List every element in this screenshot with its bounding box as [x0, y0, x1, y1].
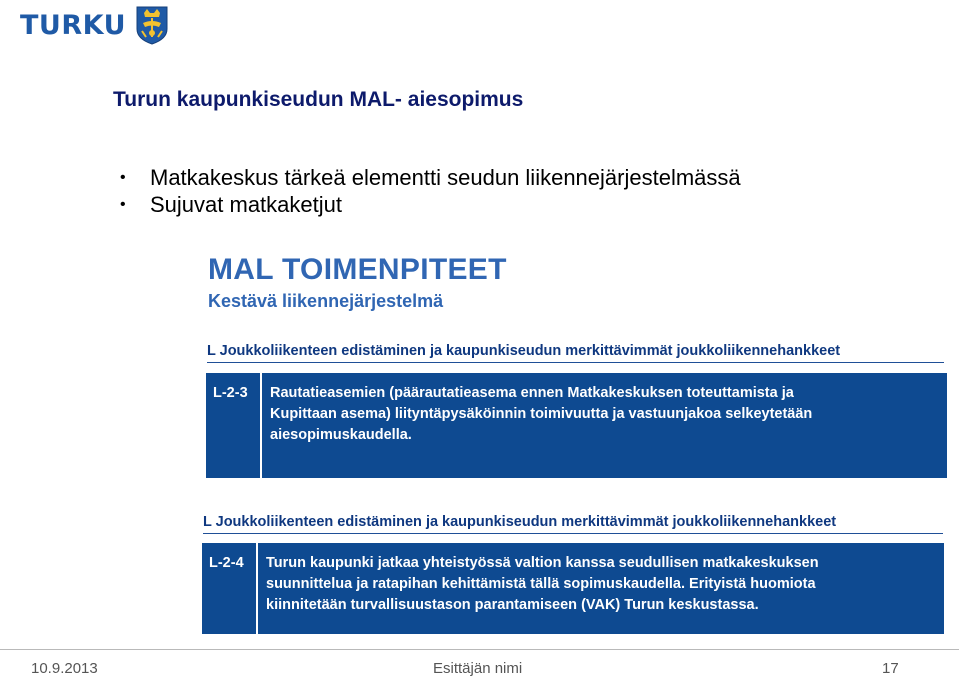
turku-coat-of-arms-icon: [135, 5, 169, 45]
footer-presenter: Esittäjän nimi: [433, 660, 523, 677]
action-text-line: aiesopimuskaudella.: [270, 427, 412, 443]
section-header: L Joukkoliikenteen edistäminen ja kaupunkiseudun merkittävimmät joukkoliikennehankkeet: [207, 343, 944, 363]
list-item: [120, 191, 741, 218]
action-code: L-2-3: [206, 373, 262, 478]
bullet-text: Sujuvat matkaketjut: [150, 192, 342, 217]
action-text-line: suunnittelua ja ratapihan kehittämistä tällä sopimuskaudella. Erityistä huomiota: [266, 576, 816, 592]
bullet-list: [120, 164, 741, 218]
footer-divider: [0, 649, 959, 650]
section-header: L Joukkoliikenteen edistäminen ja kaupunkiseudun merkittävimmät joukkoliikennehankkeet: [203, 514, 943, 534]
action-text: [258, 543, 827, 634]
footer-date: 10.9.2013: [31, 660, 98, 677]
action-box: [206, 373, 947, 478]
page-number: 17: [882, 660, 899, 677]
turku-logo: [20, 4, 169, 46]
action-box: [202, 543, 944, 634]
action-text: [262, 373, 820, 478]
action-text-line: Turun kaupunki jatkaa yhteistyössä valtion kanssa seudullisen matkakeskuksen: [266, 555, 819, 571]
action-text-line: Rautatieasemien (päärautatieasema ennen Matkakeskuksen toteuttamista ja: [270, 385, 794, 401]
embedded-subheading: Kestävä liikennejärjestelmä: [208, 291, 444, 311]
slide-title: Turun kaupunkiseudun MAL- aiesopimus: [113, 88, 524, 111]
logo-text: TURKU: [20, 9, 127, 41]
list-item: [120, 164, 741, 191]
embedded-heading: MAL TOIMENPITEET: [208, 253, 507, 286]
bullet-text: Matkakeskus tärkeä elementti seudun liikennejärjestelmässä: [150, 165, 741, 190]
action-text-line: Kupittaan asema) liityntäpysäköinnin toimivuutta ja vastuunjakoa selkeytetään: [270, 406, 813, 422]
action-code: L-2-4: [202, 543, 258, 634]
bullet-icon: •: [120, 169, 126, 186]
bullet-icon: •: [120, 196, 126, 213]
action-text-line: kiinnitetään turvallisuustason parantamiseen (VAK) Turun keskustassa.: [266, 597, 759, 613]
